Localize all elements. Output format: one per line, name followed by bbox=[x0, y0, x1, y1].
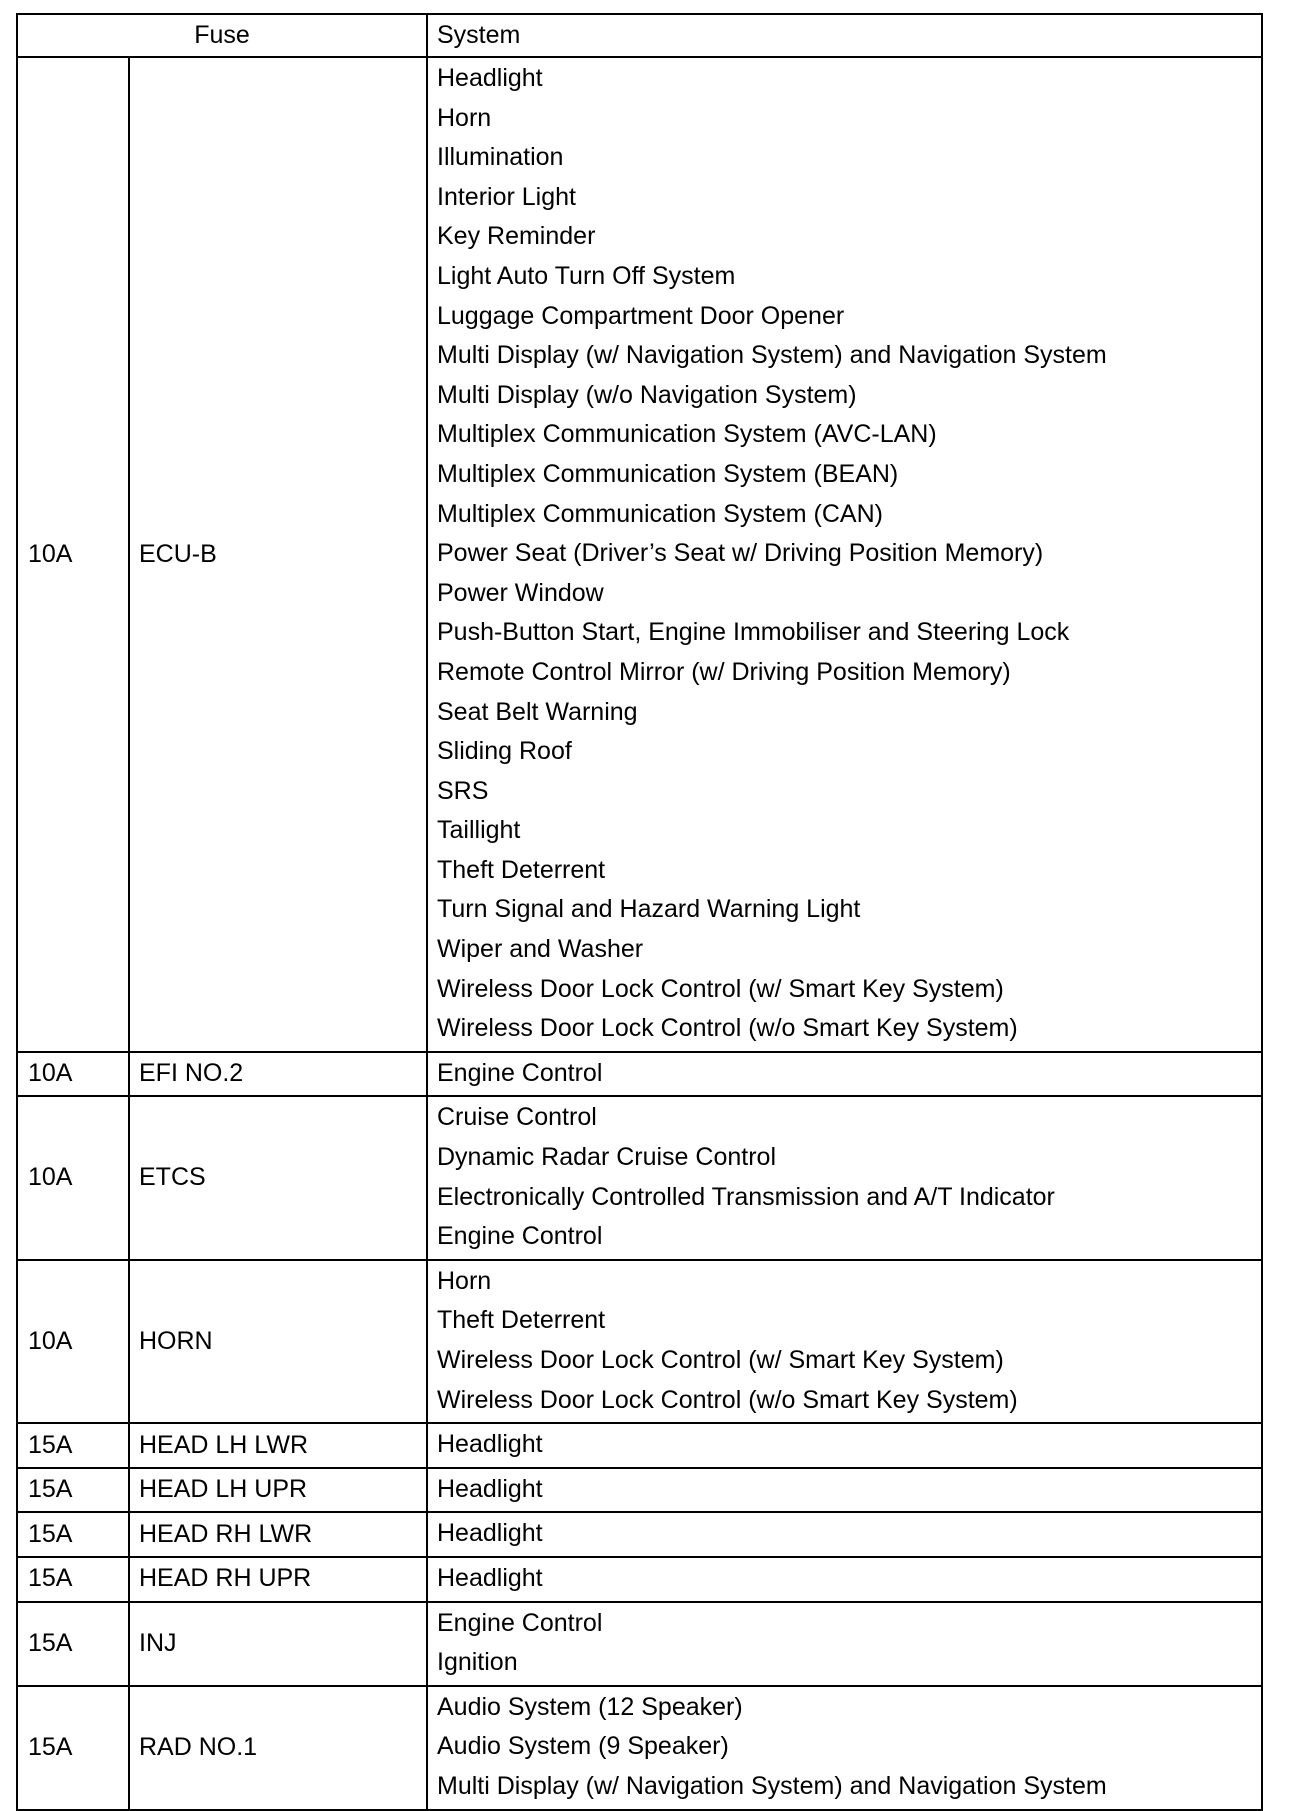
fuse-systems bbox=[427, 1512, 1262, 1557]
system-item: Multi Display (w/ Navigation System) and Navigation System bbox=[437, 1771, 1107, 1800]
system-item: Theft Deterrent bbox=[437, 1306, 606, 1335]
system-item: Engine Control bbox=[437, 1608, 603, 1637]
system-item: SRS bbox=[437, 776, 489, 805]
system-item: Multi Display (w/ Navigation System) and Navigation System bbox=[437, 341, 1107, 370]
fuse-systems bbox=[427, 1052, 1262, 1097]
fuse-row bbox=[17, 1557, 1262, 1602]
system-item: Headlight bbox=[437, 1563, 543, 1592]
fuse-row bbox=[17, 1602, 1262, 1686]
system-item: Headlight bbox=[437, 1430, 543, 1459]
fuse-amperage: 15A bbox=[17, 1423, 129, 1468]
system-item: Horn bbox=[437, 1266, 492, 1295]
fuse-amperage: 15A bbox=[17, 1557, 129, 1602]
fuse-amperage: 15A bbox=[17, 1602, 129, 1686]
fuse-row bbox=[17, 1512, 1262, 1557]
system-item: Taillight bbox=[437, 816, 521, 845]
system-item: Light Auto Turn Off System bbox=[437, 261, 736, 290]
system-item: Remote Control Mirror (w/ Driving Position Memory) bbox=[437, 657, 1011, 686]
fuse-name: HEAD RH UPR bbox=[129, 1557, 427, 1602]
fuse-systems bbox=[427, 1557, 1262, 1602]
fuse-amperage: 10A bbox=[17, 1096, 129, 1259]
system-item: Audio System (12 Speaker) bbox=[437, 1692, 743, 1721]
fuse-systems bbox=[427, 1260, 1262, 1423]
fuse-row bbox=[17, 1052, 1262, 1097]
fuse-amperage: 10A bbox=[17, 1052, 129, 1097]
fuse-amperage: 15A bbox=[17, 1468, 129, 1513]
system-item: Interior Light bbox=[437, 182, 576, 211]
system-item: Turn Signal and Hazard Warning Light bbox=[437, 895, 861, 924]
system-item: Multi Display (w/o Navigation System) bbox=[437, 380, 857, 409]
fuse-row bbox=[17, 1260, 1262, 1423]
fuse-table bbox=[16, 13, 1263, 1811]
fuse-name: EFI NO.2 bbox=[129, 1052, 427, 1097]
fuse-row bbox=[17, 57, 1262, 1052]
fuse-amperage: 10A bbox=[17, 57, 129, 1052]
system-item: Multiplex Communication System (CAN) bbox=[437, 499, 883, 528]
fuse-systems bbox=[427, 1423, 1262, 1468]
fuse-rows bbox=[17, 57, 1262, 1810]
fuse-systems bbox=[427, 1602, 1262, 1686]
system-item: Multiplex Communication System (BEAN) bbox=[437, 459, 899, 488]
system-item: Ignition bbox=[437, 1648, 518, 1677]
header-system: System bbox=[427, 14, 1262, 57]
system-item: Headlight bbox=[437, 1474, 543, 1503]
system-item: Headlight bbox=[437, 1519, 543, 1548]
header-fuse: Fuse bbox=[17, 14, 427, 57]
system-item: Horn bbox=[437, 103, 492, 132]
system-item: Cruise Control bbox=[437, 1103, 597, 1132]
system-item: Key Reminder bbox=[437, 222, 596, 251]
fuse-systems bbox=[427, 1468, 1262, 1513]
fuse-name: HEAD LH UPR bbox=[129, 1468, 427, 1513]
system-item: Wireless Door Lock Control (w/ Smart Key System) bbox=[437, 974, 1004, 1003]
system-item: Push-Button Start, Engine Immobiliser and Steering Lock bbox=[437, 618, 1070, 647]
fuse-systems bbox=[427, 1096, 1262, 1259]
fuse-name: RAD NO.1 bbox=[129, 1686, 427, 1810]
system-item: Luggage Compartment Door Opener bbox=[437, 301, 845, 330]
system-item: Wireless Door Lock Control (w/o Smart Key System) bbox=[437, 1014, 1018, 1043]
system-item: Multiplex Communication System (AVC-LAN) bbox=[437, 420, 937, 449]
fuse-amperage: 15A bbox=[17, 1686, 129, 1810]
system-item: Sliding Roof bbox=[437, 737, 572, 766]
fuse-name: HEAD RH LWR bbox=[129, 1512, 427, 1557]
fuse-systems bbox=[427, 1686, 1262, 1810]
system-item: Audio System (9 Speaker) bbox=[437, 1732, 729, 1761]
fuse-name: HEAD LH LWR bbox=[129, 1423, 427, 1468]
fuse-row bbox=[17, 1686, 1262, 1810]
system-item: Seat Belt Warning bbox=[437, 697, 638, 726]
fuse-systems bbox=[427, 57, 1262, 1052]
fuse-row bbox=[17, 1423, 1262, 1468]
fuse-amperage: 15A bbox=[17, 1512, 129, 1557]
fuse-name: ETCS bbox=[129, 1096, 427, 1259]
fuse-row bbox=[17, 1096, 1262, 1259]
system-item: Wiper and Washer bbox=[437, 935, 644, 964]
system-item: Dynamic Radar Cruise Control bbox=[437, 1143, 777, 1172]
system-item: Illumination bbox=[437, 143, 564, 172]
system-item: Engine Control bbox=[437, 1222, 603, 1251]
system-item: Wireless Door Lock Control (w/ Smart Key System) bbox=[437, 1346, 1004, 1374]
system-item: Wireless Door Lock Control (w/o Smart Key System) bbox=[437, 1385, 1018, 1414]
system-item: Power Window bbox=[437, 578, 604, 607]
system-item: Power Seat (Driver’s Seat w/ Driving Position Memory) bbox=[437, 539, 1044, 568]
system-item: Engine Control bbox=[437, 1058, 603, 1087]
fuse-row bbox=[17, 1468, 1262, 1513]
fuse-name: ECU-B bbox=[129, 57, 427, 1052]
fuse-name: HORN bbox=[129, 1260, 427, 1423]
fuse-amperage: 10A bbox=[17, 1260, 129, 1423]
system-item: Electronically Controlled Transmission and A/T Indicator bbox=[437, 1182, 1055, 1211]
fuse-name: INJ bbox=[129, 1602, 427, 1686]
system-item: Theft Deterrent bbox=[437, 855, 606, 884]
system-item: Headlight bbox=[437, 64, 543, 92]
header-row bbox=[17, 14, 1262, 57]
